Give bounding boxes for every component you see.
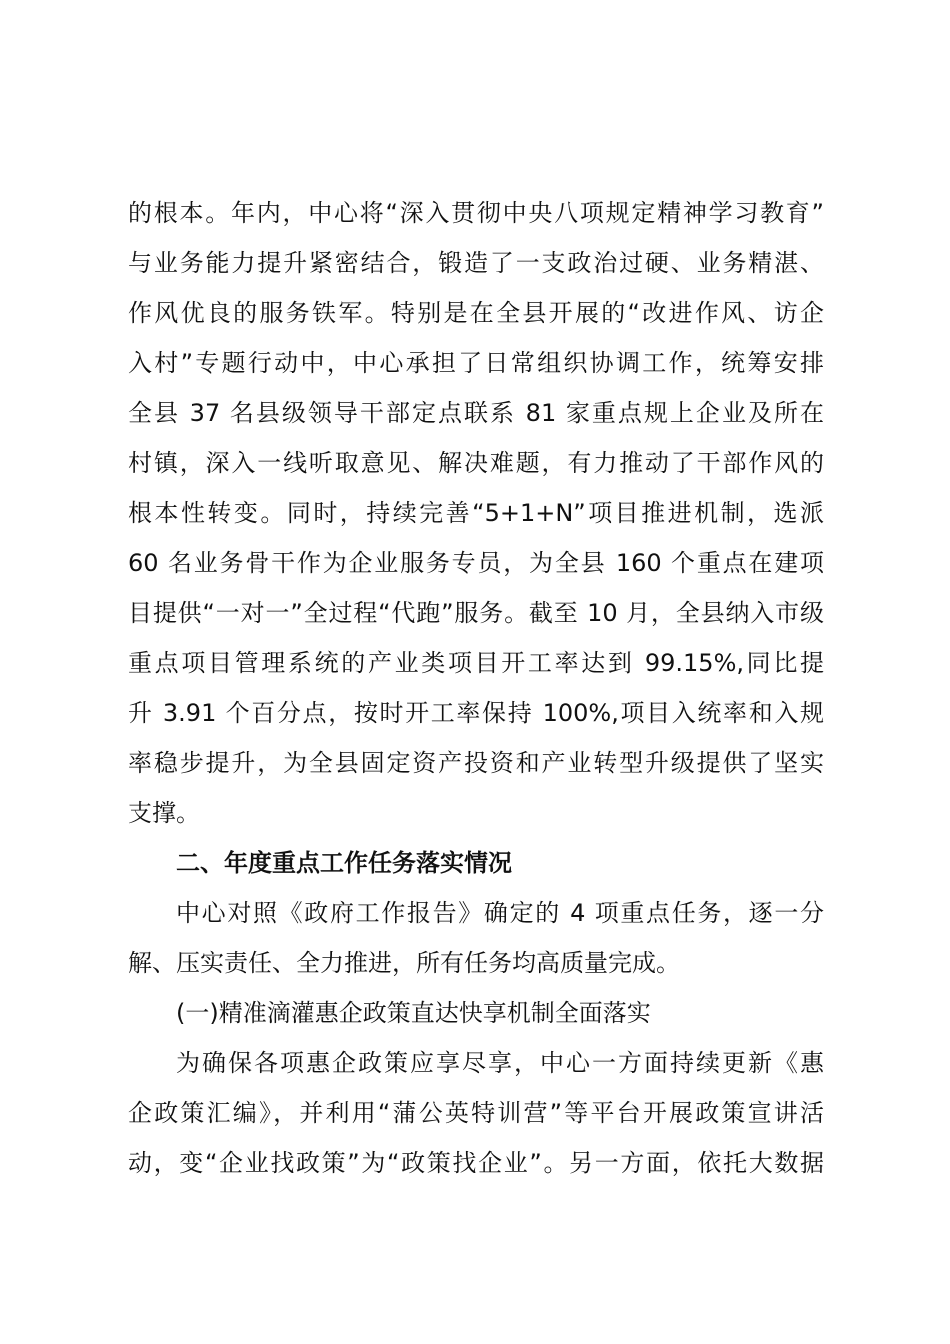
paragraph-line: 支撑。 <box>128 799 200 827</box>
paragraph-line: 升 3.91 个百分点，按时开工率保持 100%,项目入统率和入规 <box>128 699 824 727</box>
paragraph-line: 解、压实责任、全力推进，所有任务均高质量完成。 <box>128 949 680 977</box>
paragraph-line: 为确保各项惠企政策应享尽享，中心一方面持续更新《惠 <box>176 1049 824 1077</box>
section-heading: 二、年度重点工作任务落实情况 <box>176 849 512 877</box>
paragraph-line: 与业务能力提升紧密结合，锻造了一支政治过硬、业务精湛、 <box>128 249 824 277</box>
paragraph-line: 村镇，深入一线听取意见、解决难题，有力推动了干部作风的 <box>128 449 824 477</box>
paragraph-line: 率稳步提升，为全县固定资产投资和产业转型升级提供了坚实 <box>128 749 824 777</box>
paragraph-line: 重点项目管理系统的产业类项目开工率达到 99.15%,同比提 <box>128 649 824 677</box>
paragraph-line: 60 名业务骨干作为企业服务专员，为全县 160 个重点在建项 <box>128 549 824 577</box>
subsection-heading: (一)精准滴灌惠企政策直达快享机制全面落实 <box>176 999 651 1027</box>
paragraph-line: 的根本。年内，中心将“深入贯彻中央八项规定精神学习教育” <box>128 199 824 227</box>
body-text <box>128 188 824 1188</box>
paragraph-line: 中心对照《政府工作报告》确定的 4 项重点任务，逐一分 <box>176 899 824 927</box>
paragraph-line: 全县 37 名县级领导干部定点联系 81 家重点规上企业及所在 <box>128 399 824 427</box>
paragraph-line: 根本性转变。同时，持续完善“5+1+N”项目推进机制，选派 <box>128 499 824 527</box>
paragraph-line: 入村”专题行动中，中心承担了日常组织协调工作，统筹安排 <box>128 349 824 377</box>
paragraph-line: 目提供“一对一”全过程“代跑”服务。截至 10 月，全县纳入市级 <box>128 599 824 627</box>
paragraph-line: 作风优良的服务铁军。特别是在全县开展的“改进作风、访企 <box>128 299 824 327</box>
paragraph-line: 企政策汇编》，并利用“蒲公英特训营”等平台开展政策宣讲活 <box>128 1099 824 1127</box>
paragraph-line: 动，变“企业找政策”为“政策找企业”。另一方面，依托大数据 <box>128 1149 824 1177</box>
